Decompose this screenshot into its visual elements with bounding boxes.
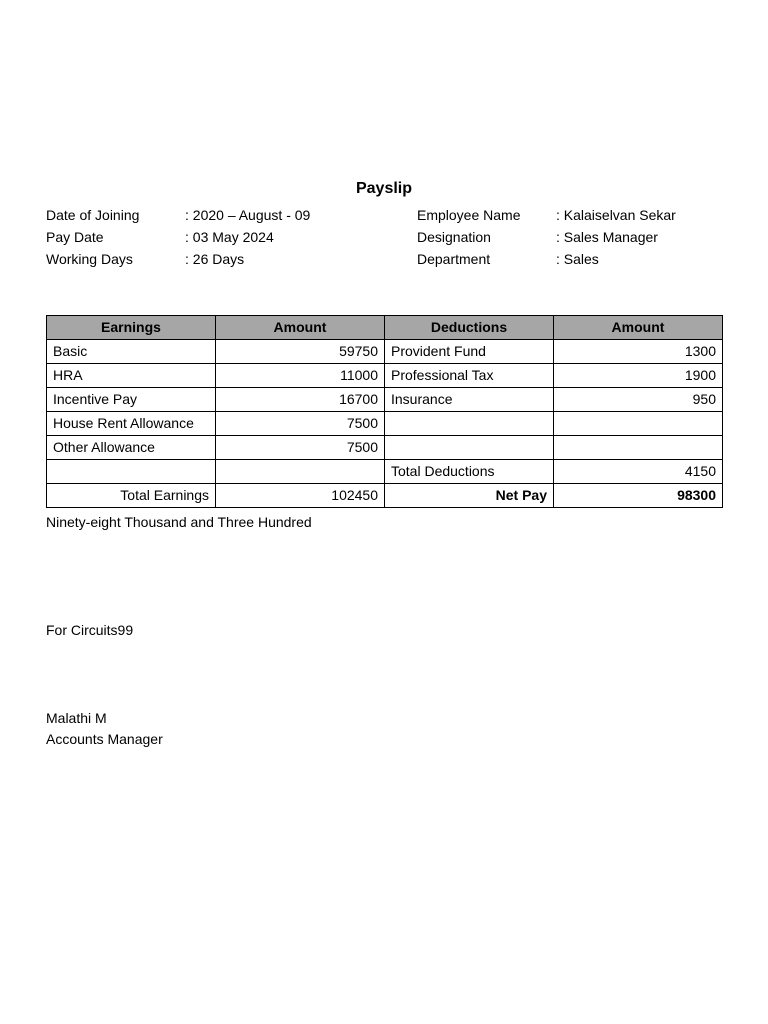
date-of-joining-value: : 2020 – August - 09	[185, 207, 311, 223]
employee-info	[46, 206, 726, 272]
department-label: Department	[417, 251, 491, 267]
totals-row	[47, 484, 723, 508]
for-company: For Circuits99	[46, 622, 134, 638]
earning-item: Incentive Pay	[47, 388, 216, 412]
amount-in-words: Ninety-eight Thousand and Three Hundred	[46, 514, 312, 530]
deductions-header: Deductions	[385, 316, 554, 340]
pay-date-value: : 03 May 2024	[185, 229, 274, 245]
table-row	[47, 412, 723, 436]
info-row-3	[46, 250, 726, 272]
table-row	[47, 436, 723, 460]
table-row	[47, 364, 723, 388]
working-days-label: Working Days	[46, 251, 133, 267]
deduction-amount: 1300	[554, 340, 723, 364]
earning-amount: 7500	[216, 436, 385, 460]
earning-item: Basic	[47, 340, 216, 364]
earnings-amount-header: Amount	[216, 316, 385, 340]
table-row	[47, 460, 723, 484]
deduction-amount	[554, 436, 723, 460]
deduction-item	[385, 412, 554, 436]
earning-amount: 11000	[216, 364, 385, 388]
table-row	[47, 388, 723, 412]
info-row-1	[46, 206, 726, 228]
earning-amount	[216, 460, 385, 484]
payslip-title: Payslip	[355, 180, 413, 197]
total-earnings-value: 102450	[216, 484, 385, 508]
deduction-item: Professional Tax	[385, 364, 554, 388]
deduction-amount	[554, 412, 723, 436]
total-deductions-value: 4150	[554, 460, 723, 484]
deduction-item	[385, 436, 554, 460]
total-earnings-label: Total Earnings	[47, 484, 216, 508]
earning-item	[47, 460, 216, 484]
employee-name-value: : Kalaiselvan Sekar	[556, 207, 676, 223]
deduction-item: Insurance	[385, 388, 554, 412]
earning-amount: 7500	[216, 412, 385, 436]
earnings-deductions-table	[46, 315, 723, 508]
info-row-2	[46, 228, 726, 250]
working-days-value: : 26 Days	[185, 251, 245, 267]
earning-item: Other Allowance	[47, 436, 216, 460]
designation-label: Designation	[417, 229, 491, 245]
department-value: : Sales	[556, 251, 599, 267]
employee-name-label: Employee Name	[417, 207, 521, 223]
pay-date-label: Pay Date	[46, 229, 104, 245]
date-of-joining-label: Date of Joining	[46, 207, 140, 223]
deductions-amount-header: Amount	[554, 316, 723, 340]
table-row	[47, 340, 723, 364]
total-deductions-label: Total Deductions	[385, 460, 554, 484]
earning-amount: 16700	[216, 388, 385, 412]
earning-amount: 59750	[216, 340, 385, 364]
signatory-role: Accounts Manager	[46, 731, 163, 747]
earning-item: House Rent Allowance	[47, 412, 216, 436]
table-header-row	[47, 316, 723, 340]
deduction-amount: 1900	[554, 364, 723, 388]
earning-item: HRA	[47, 364, 216, 388]
earnings-header: Earnings	[47, 316, 216, 340]
signatory-name: Malathi M	[46, 710, 107, 726]
designation-value: : Sales Manager	[556, 229, 658, 245]
deduction-amount: 950	[554, 388, 723, 412]
net-pay-label: Net Pay	[385, 484, 554, 508]
deduction-item: Provident Fund	[385, 340, 554, 364]
net-pay-value: 98300	[554, 484, 723, 508]
